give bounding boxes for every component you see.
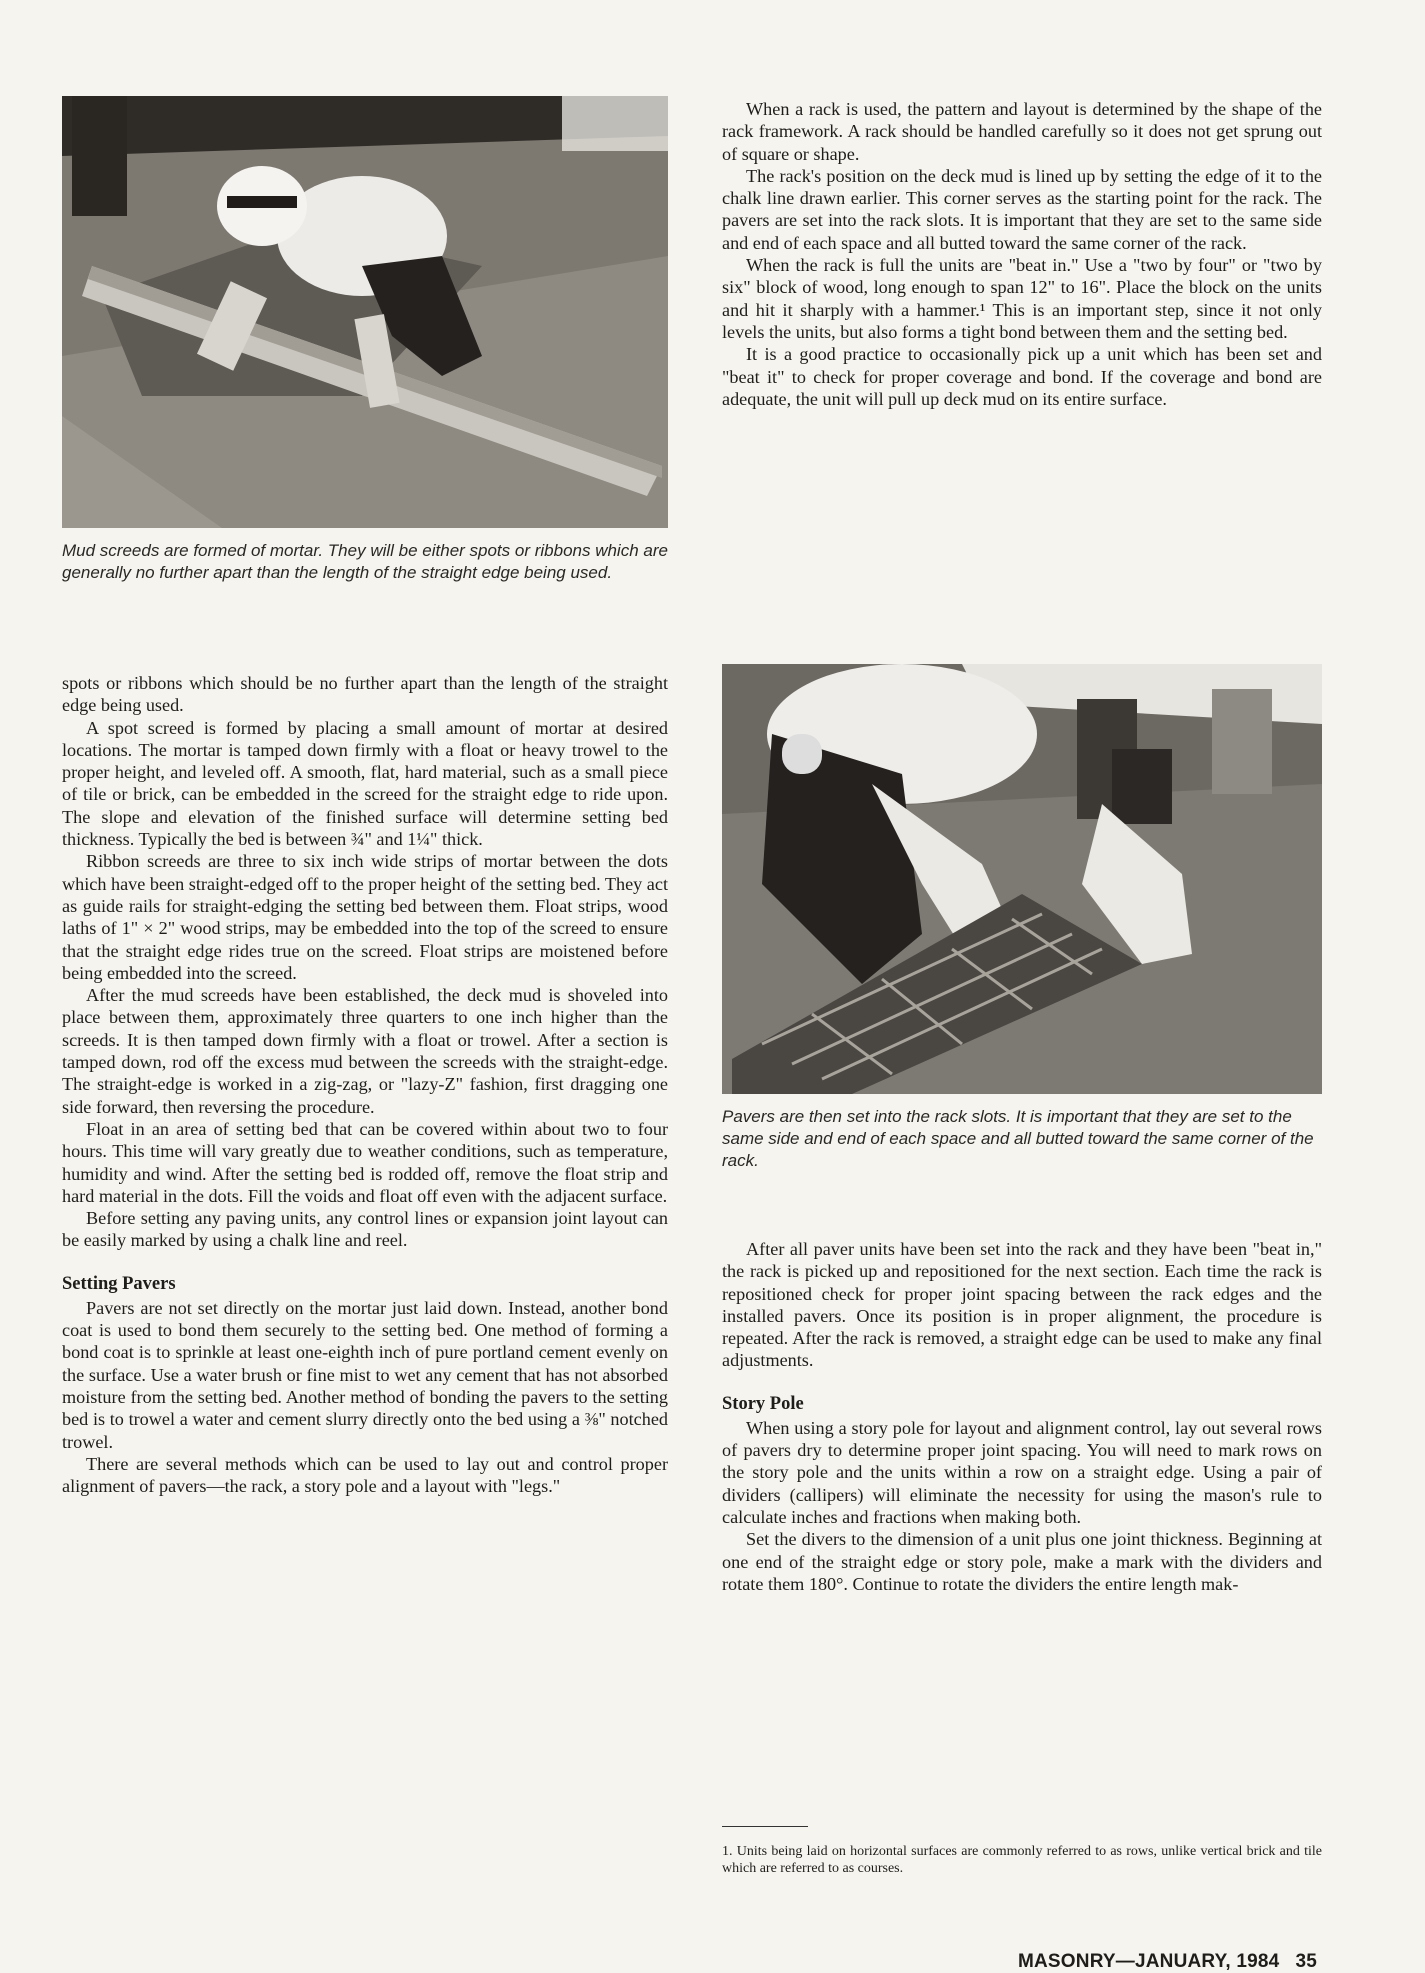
- figure-2: [722, 664, 1322, 1172]
- section-heading-story-pole: Story Pole: [722, 1393, 804, 1414]
- paragraph: After all paver units have been set into the rack and they have been "beat in," the rack is picked up and repositioned for the next section. Each time the rack is repositioned check for proper joint spacing between the rack edges and the installed pavers. Once its position is in proper alignment, the procedure is repeated. After the rack is removed, a straight edge can be used to make any final adjustments.: [722, 1239, 1322, 1371]
- footnote-block: [722, 1826, 1322, 1877]
- right-column-top-text: [722, 98, 1322, 410]
- paragraph: Float in an area of setting bed that can be covered within about two to four hours. This time will vary greatly due to weather conditions, such as temperature, humidity and wind. After the setting bed is rodded off, remove the float strip and hard material in the dots. Fill the voids and float off even with the adjacent surface.: [62, 1118, 668, 1206]
- paragraph: After the mud screeds have been established, the deck mud is shoveled into place between them, approximately three quarters to one inch higher than the screeds. It is then tamped down firmly with a float or trowel. After a section is tamped down, rod off the excess mud between the screeds with the straight-edge. The straight-edge is worked in a zig-zag, or "lazy-Z" fashion, first dragging one side forward, then reversing the procedure.: [62, 985, 668, 1117]
- figure-1-caption: Mud screeds are formed of mortar. They will be either spots or ribbons which are generally no further apart than the length of the straight edge being used.: [62, 541, 668, 582]
- paragraph: When the rack is full the units are "beat in." Use a "two by four" or "two by six" block of wood, long enough to span 12" to 16". Place the block on the units and hit it sharply with a hammer.¹ This is an important step, since it not only levels the units, but also forms a tight bond between them and the setting bed.: [722, 255, 1322, 342]
- page-number: 35: [1295, 1951, 1317, 1972]
- photo-mud-screed-illustration: [62, 96, 668, 528]
- paragraph: When a rack is used, the pattern and layout is determined by the shape of the rack framework. A rack should be handled carefully so it does not get sprung out of square or shape.: [722, 99, 1322, 164]
- paragraph: The rack's position on the deck mud is lined up by setting the edge of it to the chalk line drawn earlier. This corner serves as the starting point for the rack. The pavers are set into the rack slots. It is important that they are set to the same side and end of each space and all butted toward the same corner of the rack.: [722, 165, 1322, 253]
- paragraph: spots or ribbons which should be no further apart than the length of the straight edge being used.: [62, 673, 668, 716]
- paragraph: Before setting any paving units, any control lines or expansion joint layout can be easily marked by using a chalk line and reel.: [62, 1208, 668, 1251]
- photo-rack-pavers-illustration: [722, 664, 1322, 1094]
- footnote-rule: [722, 1826, 808, 1827]
- paragraph: Ribbon screeds are three to six inch wide strips of mortar between the dots which have been straight-edged off to the proper height of the setting bed. They act as guide rails for straight-edging the setting bed between them. Float strips, wood laths of 1" × 2" wood strips, may be embedded into the top of the screed to ensure that the straight edge rides true on the screed. Float strips are moistened before being embedded into the screed.: [62, 851, 668, 983]
- photo-rack-pavers: [722, 664, 1322, 1094]
- figure-2-caption: Pavers are then set into the rack slots. It is important that they are set to the same side and end of each space and all butted toward the same corner of the rack.: [722, 1107, 1314, 1170]
- page-footer: [1018, 1951, 1317, 1973]
- paragraph: Pavers are not set directly on the mortar just laid down. Instead, another bond coat is used to bond them securely to the setting bed. One method of forming a bond coat is to sprinkle at least one-eighth inch of pure portland cement evenly on the surface. Use a water brush or fine mist to wet any cement that has not absorbed moisture from the setting bed. Another method of bonding the pavers to the setting bed is to trowel a water and cement slurry directly onto the bed using a ⅜" notched trowel.: [62, 1297, 668, 1452]
- paragraph: It is a good practice to occasionally pick up a unit which has been set and "beat it" to check for proper coverage and bond. If the coverage and bond are adequate, the unit will pull up deck mud on its entire surface.: [722, 344, 1322, 409]
- left-column-text: [62, 672, 668, 1497]
- paragraph: There are several methods which can be used to lay out and control proper alignment of pavers—the rack, a story pole and a layout with "legs.": [62, 1453, 668, 1497]
- photo-mud-screed: [62, 96, 668, 528]
- publication-name: MASONRY—JANUARY, 1984: [1017, 1951, 1280, 1972]
- paragraph: A spot screed is formed by placing a small amount of mortar at desired locations. The mortar is tamped down firmly with a float or heavy trowel to the proper height, and leveled off. A smooth, flat, hard material, such as a small piece of tile or brick, can be embedded in the screed for the straight edge to ride upon. The slope and elevation of the finished surface will determine setting bed thickness. Typically the bed is between ¾" and 1¼" thick.: [62, 717, 668, 850]
- right-column-bottom-text: [722, 1238, 1322, 1595]
- footnote: 1. Units being laid on horizontal surfaces are commonly referred to as rows, unlike vertical brick and tile which are referred to as courses.: [722, 1844, 1322, 1876]
- figure-1: [62, 96, 668, 584]
- paragraph: Set the divers to the dimension of a unit plus one joint thickness. Beginning at one end of the straight edge or story pole, make a mark with the dividers and rotate them 180°. Continue to rotate the dividers the entire length mak-: [722, 1529, 1322, 1594]
- section-heading-setting-pavers: Setting Pavers: [62, 1273, 176, 1294]
- paragraph: When using a story pole for layout and alignment control, lay out several rows of pavers dry to determine proper joint spacing. You will need to mark rows on the story pole and the units within a row on a straight edge. Using a pair of dividers (callipers) will eliminate the necessity for using the mason's rule to calculate inches and fractions when making both.: [722, 1417, 1322, 1527]
